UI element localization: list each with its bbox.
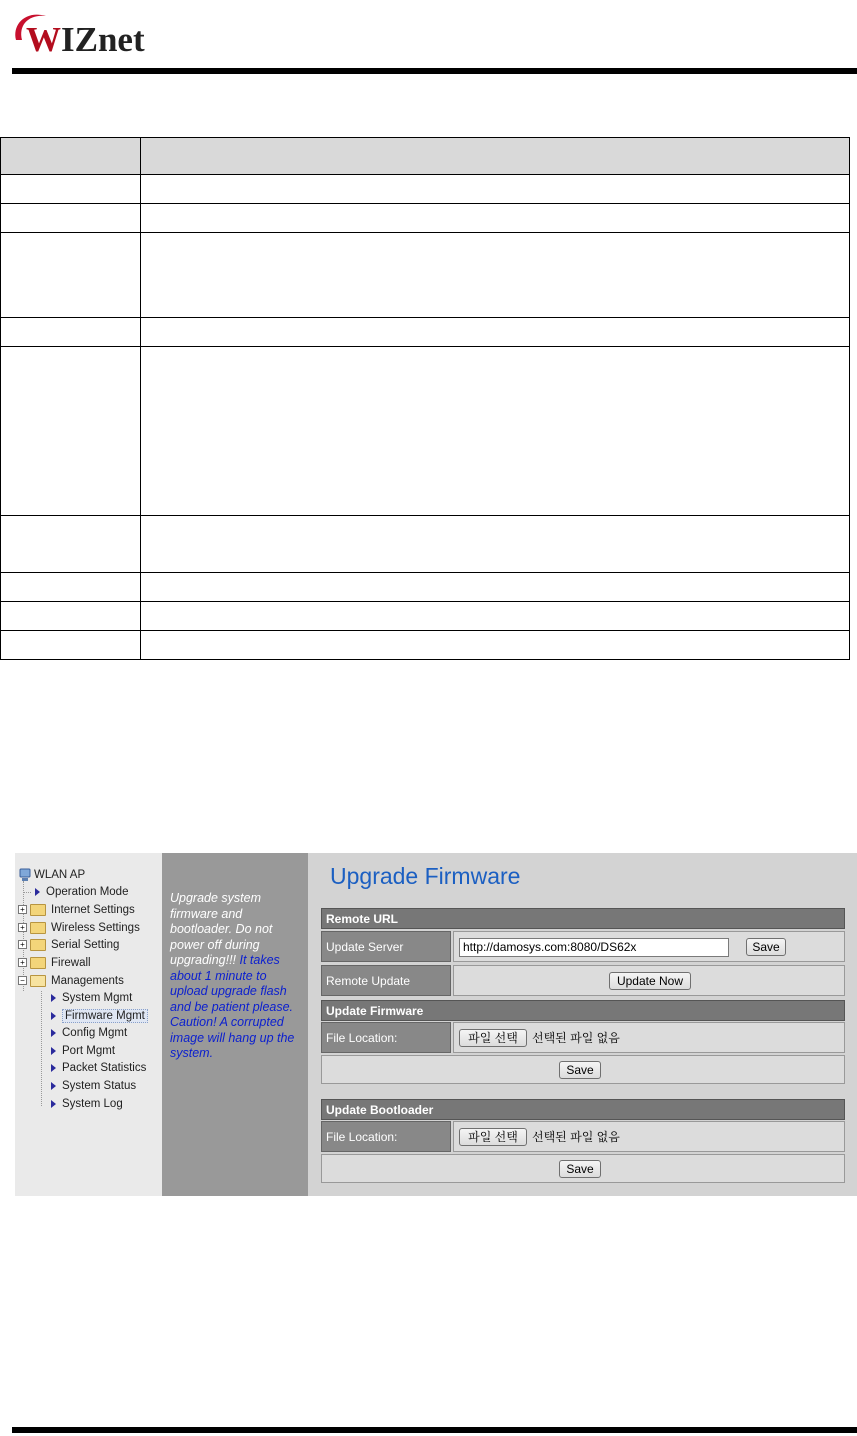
logo-wordmark: WIZnet (26, 20, 145, 59)
header-rule (12, 68, 857, 74)
table-cell (1, 631, 141, 660)
sidebar-item-label: Managements (51, 975, 124, 987)
computer-icon (19, 868, 31, 882)
sidebar-item-port-mgmt[interactable] (51, 1043, 115, 1059)
expand-icon[interactable]: + (18, 940, 27, 949)
sidebar-item-managements[interactable] (18, 973, 124, 989)
arrow-icon (51, 1100, 56, 1108)
sidebar-item-operation-mode[interactable] (25, 884, 128, 900)
bootloader-file-cell (453, 1121, 845, 1152)
sidebar-item-label-selected: Firmware Mgmt (62, 1009, 148, 1023)
folder-icon (30, 904, 46, 916)
firmware-file-cell (453, 1022, 845, 1053)
sidebar-item-label: Config Mgmt (62, 1027, 128, 1039)
arrow-icon (51, 994, 56, 1002)
bootloader-save-button[interactable]: Save (559, 1160, 601, 1178)
sidebar-item-label: Serial Setting (51, 939, 120, 951)
arrow-icon (51, 1012, 56, 1020)
sidebar-item-system-log[interactable] (51, 1096, 123, 1112)
bootloader-choose-file-button[interactable]: 파일 선택 (459, 1128, 527, 1146)
table-cell (141, 204, 850, 233)
sidebar-item-label: Port Mgmt (62, 1045, 116, 1057)
sidebar-item-wireless-settings[interactable] (18, 920, 140, 936)
remote-update-label: Remote Update (321, 965, 451, 996)
table-row (1, 631, 850, 660)
wiznet-logo (12, 8, 172, 59)
tree-root[interactable] (19, 867, 85, 883)
section-header-update-bootloader: Update Bootloader (321, 1099, 845, 1120)
bootloader-file-location-label: File Location: (321, 1121, 451, 1152)
collapse-icon[interactable]: − (18, 976, 27, 985)
section-header-remote-url: Remote URL (321, 908, 845, 929)
table-cell (1, 347, 141, 516)
sidebar-item-label: Packet Statistics (62, 1062, 147, 1074)
table-row (1, 347, 850, 516)
table-cell (141, 602, 850, 631)
help-panel (162, 853, 308, 1196)
folder-icon (30, 922, 46, 934)
sidebar-item-label: System Mgmt (62, 992, 133, 1004)
sidebar-item-label: Firewall (51, 957, 91, 969)
firmware-no-file-text: 선택된 파일 없음 (532, 1031, 620, 1045)
folder-icon (30, 957, 46, 969)
nav-tree (15, 853, 162, 1196)
table-cell (141, 347, 850, 516)
sidebar-item-system-status[interactable] (51, 1078, 136, 1094)
sidebar-item-config-mgmt[interactable] (51, 1025, 127, 1041)
open-folder-icon (30, 975, 46, 987)
sidebar-item-label: Operation Mode (46, 886, 129, 898)
table-row (1, 602, 850, 631)
expand-icon[interactable]: + (18, 958, 27, 967)
sidebar-item-label: Wireless Settings (51, 922, 140, 934)
sidebar-item-firmware-mgmt[interactable] (51, 1008, 148, 1024)
update-server-cell (453, 931, 845, 962)
arrow-icon (51, 1029, 56, 1037)
footer-rule (12, 1427, 857, 1433)
table-cell (1, 233, 141, 318)
arrow-icon (51, 1082, 56, 1090)
sidebar-item-packet-statistics[interactable] (51, 1060, 146, 1076)
arrow-icon (35, 888, 40, 896)
table-cell (1, 516, 141, 573)
table-cell (141, 318, 850, 347)
expand-icon[interactable]: + (18, 905, 27, 914)
tree-line (41, 991, 42, 1106)
arrow-icon (51, 1064, 56, 1072)
sidebar-item-system-mgmt[interactable] (51, 990, 132, 1006)
page-title: Upgrade Firmware (330, 863, 521, 889)
save-server-button[interactable]: Save (746, 938, 786, 956)
table-header-row (1, 138, 850, 175)
table-cell (1, 175, 141, 204)
remote-update-cell (453, 965, 845, 996)
table-cell (1, 138, 141, 175)
tree-root-label: WLAN AP (34, 869, 86, 881)
firmware-choose-file-button[interactable]: 파일 선택 (459, 1029, 527, 1047)
table-row (1, 233, 850, 318)
main-content (308, 853, 857, 1196)
help-text (170, 891, 304, 1062)
table-cell (141, 516, 850, 573)
table-cell (141, 175, 850, 204)
sidebar-item-internet-settings[interactable] (18, 902, 135, 918)
arrow-icon (51, 1047, 56, 1055)
table-cell (1, 204, 141, 233)
sidebar-item-label: System Status (62, 1080, 137, 1092)
table-cell (1, 573, 141, 602)
firmware-screenshot (15, 853, 857, 1196)
sidebar-item-label: System Log (62, 1098, 123, 1110)
update-server-input[interactable]: http://damosys.com:8080/DS62x (459, 938, 729, 957)
sidebar-item-serial-setting[interactable] (18, 937, 119, 953)
table-row (1, 318, 850, 347)
expand-icon[interactable]: + (18, 923, 27, 932)
table-cell (1, 318, 141, 347)
help-text-notice: Upgrade system firmware and bootloader. Do not power off during upgrading!!! (170, 891, 273, 967)
bootloader-save-row (321, 1154, 845, 1183)
sidebar-item-firewall[interactable] (18, 955, 91, 971)
document-table (0, 137, 850, 660)
firmware-file-location-label: File Location: (321, 1022, 451, 1053)
table-row (1, 573, 850, 602)
update-server-label: Update Server (321, 931, 451, 962)
table-cell (1, 602, 141, 631)
table-cell (141, 631, 850, 660)
firmware-save-button[interactable]: Save (559, 1061, 601, 1079)
table-cell (141, 233, 850, 318)
table-cell (141, 573, 850, 602)
table-row (1, 175, 850, 204)
firmware-save-row (321, 1055, 845, 1084)
update-now-button[interactable]: Update Now (609, 972, 691, 990)
section-header-update-firmware: Update Firmware (321, 1000, 845, 1021)
folder-icon (30, 939, 46, 951)
table-row (1, 516, 850, 573)
bootloader-no-file-text: 선택된 파일 없음 (532, 1130, 620, 1144)
tree-connector (23, 892, 31, 893)
table-row (1, 204, 850, 233)
table-cell (141, 138, 850, 175)
help-text-caution: It takes about 1 minute to upload upgrade flash and be patient please. Caution! A corrupted image will hang up the system. (170, 953, 295, 1060)
sidebar-item-label: Internet Settings (51, 904, 135, 916)
